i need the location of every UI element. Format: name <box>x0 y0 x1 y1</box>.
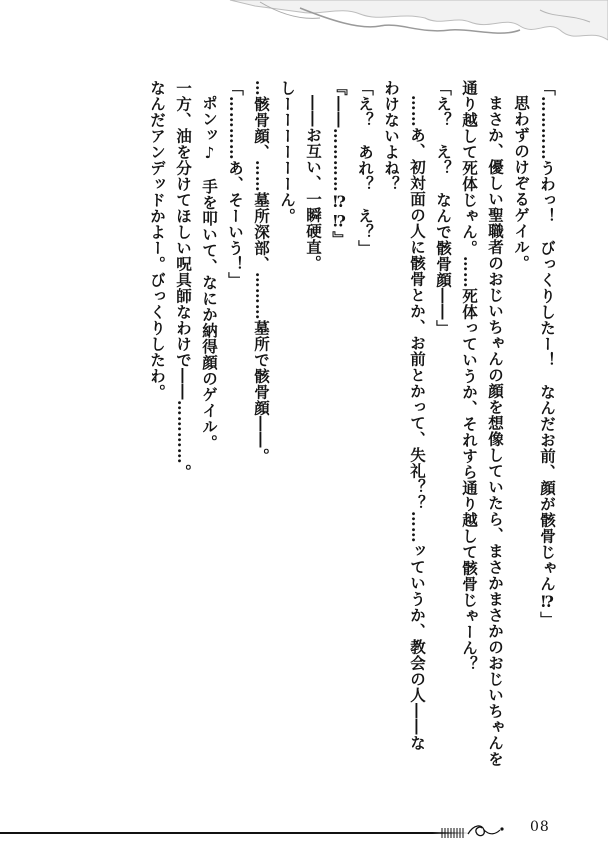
text-line: ――お互い、一瞬硬直。 <box>304 95 323 271</box>
text-line: 通り越して死体じゃん。……死体っていうか、それすら通り越して骸骨じゃーん？ <box>460 80 479 672</box>
text-line: 「え？ あれ？ え？」 <box>356 80 375 256</box>
page-footer <box>0 804 608 864</box>
text-line: 一方、油を分けてほしい呪具師なわけで――…………。 <box>174 80 193 480</box>
flourish-ornament-icon <box>440 818 520 842</box>
text-line: …骸骨顔、……墓所深部、………墓所で骸骨顔――。 <box>252 80 271 464</box>
text-line: まさか、優しい聖職者のおじいちゃんの顔を想像していたら、まさかまさかのおじいちゃんを <box>486 95 505 767</box>
text-line: 「…………うわっ！ びっくりしたー！ なんだお前、顔が骸骨じゃん⁉」 <box>538 80 557 628</box>
text-line: しーーーーーーん。 <box>278 80 297 224</box>
text-line: 『――…………⁉⁉』 <box>330 80 349 247</box>
body-text <box>60 80 560 780</box>
text-line: 「…………あ、そーいう！」 <box>226 80 245 288</box>
text-line: 「え？ え？ なんで骸骨顔――」 <box>434 80 453 336</box>
text-line: ……あ、初対面の人に骸骨とか、お前とかって、失礼？？……ッていうか、教会の人――な <box>408 95 427 751</box>
text-line: ポンッ♪ 手を叩いて、なにか納得顔のゲイル。 <box>200 95 219 451</box>
torn-paper-decoration <box>0 0 608 70</box>
text-line: 思わずのけぞるゲイル。 <box>512 95 531 271</box>
footer-rule <box>0 832 470 834</box>
text-line: なんだアンデッドかよー。びっくりしたわ。 <box>148 80 167 400</box>
page-number: 08 <box>530 819 550 835</box>
text-line: わけないよね？ <box>382 80 401 192</box>
